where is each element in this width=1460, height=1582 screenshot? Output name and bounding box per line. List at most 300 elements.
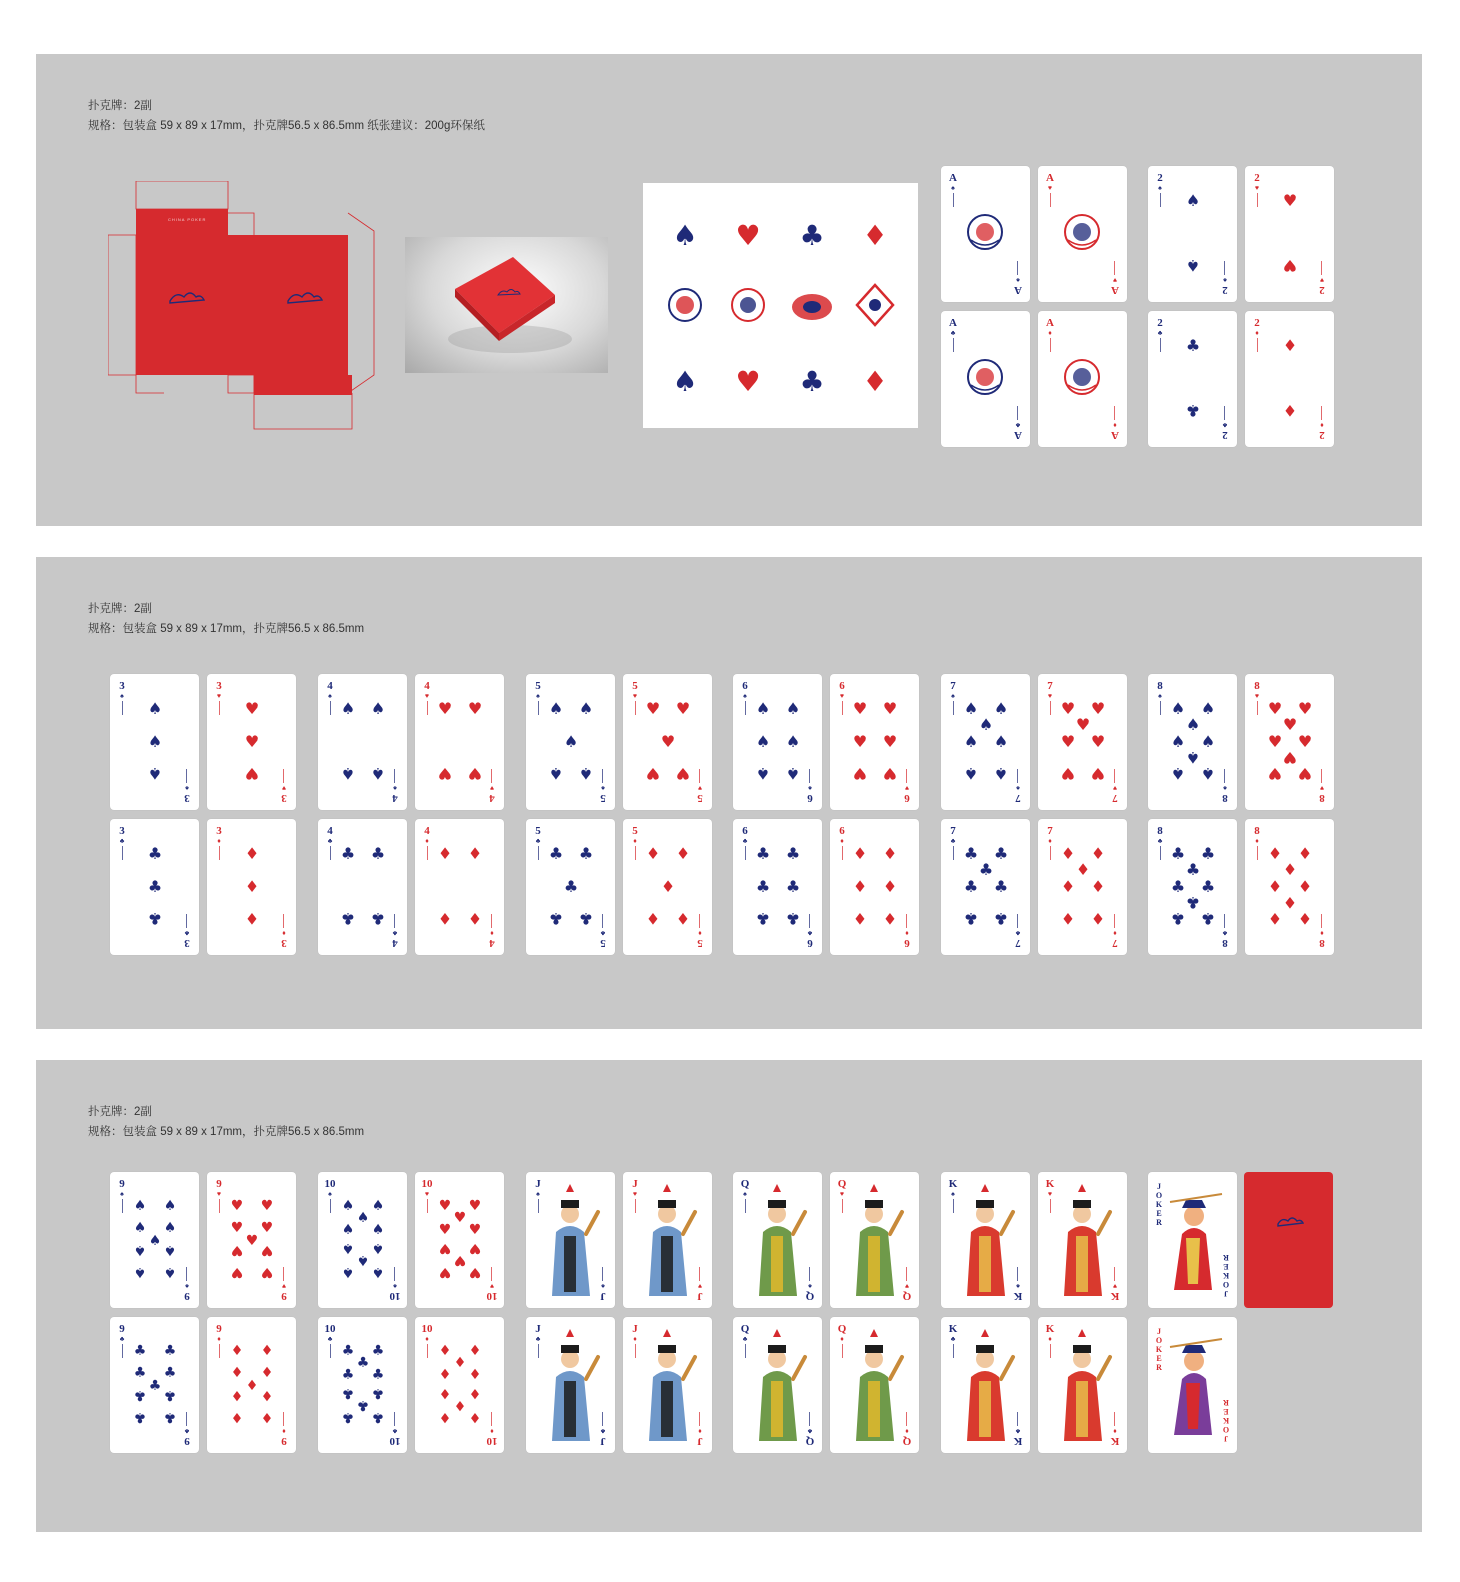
playing-card-j-club — [526, 1317, 615, 1453]
card-rank-label: 3 — [216, 680, 222, 692]
club-icon: ♣ — [163, 1343, 177, 1359]
club-icon: ♣ — [600, 929, 606, 937]
club-icon: ♣ — [807, 929, 813, 937]
card-corner-index — [946, 825, 960, 860]
spade-icon: ♠ — [120, 1190, 124, 1198]
diamond-icon: ♦ — [1255, 329, 1259, 337]
club-icon: ♣ — [1015, 929, 1021, 937]
heart-icon: ♥ — [697, 1282, 703, 1290]
playing-card-4-spade — [318, 674, 407, 810]
playing-card-4-club — [318, 819, 407, 955]
card-corner-index — [323, 825, 337, 860]
card-rank-label: 4 — [424, 825, 430, 837]
heart-icon: ♥ — [697, 784, 703, 792]
playing-card-j-heart — [623, 1172, 712, 1308]
diamond-icon: ♦ — [1113, 929, 1117, 937]
diamond-icon: ♦ — [1075, 860, 1091, 879]
spade-icon: ♠ — [371, 1198, 385, 1214]
card-corner-index — [180, 769, 194, 804]
spade-icon: ♠ — [808, 784, 812, 792]
card-rank-label: 10 — [389, 1435, 401, 1447]
card-corner-index — [738, 680, 752, 715]
spade-icon: ♠ — [785, 699, 801, 718]
spade-icon: ♠ — [148, 1233, 162, 1249]
playing-card-5-spade — [526, 674, 615, 810]
spade-icon: ♠ — [785, 732, 801, 751]
diamond-icon: ♦ — [1048, 329, 1052, 337]
spade-icon: ♠ — [755, 699, 771, 718]
spade-icon: ♠ — [356, 1252, 370, 1268]
heart-icon: ♥ — [424, 1190, 430, 1198]
card-corner-index — [693, 1412, 707, 1447]
club-icon: ♣ — [370, 909, 386, 928]
heart-icon: ♥ — [1112, 784, 1118, 792]
heart-icon: ♥ — [468, 1222, 482, 1238]
diamond-icon: ♦ — [852, 877, 868, 896]
club-icon: ♣ — [742, 837, 748, 845]
official-figure-icon — [552, 1329, 598, 1441]
heart-icon: ♥ — [882, 699, 898, 718]
diamond-icon: ♦ — [438, 1385, 452, 1401]
diamond-icon: ♦ — [425, 837, 429, 845]
card-rank-label: 7 — [1047, 825, 1053, 837]
card-rank-label: J — [697, 1435, 703, 1447]
playing-card-8-club — [1148, 819, 1237, 955]
diamond-icon: ♦ — [905, 929, 909, 937]
card-corner-index — [1153, 317, 1167, 352]
diamond-icon: ♦ — [882, 844, 898, 863]
card-rank-label: 7 — [950, 680, 956, 692]
heart-icon: ♥ — [1297, 764, 1313, 783]
card-rank-label: 7 — [950, 825, 956, 837]
diamond-icon: ♦ — [1090, 909, 1106, 928]
heart-icon: ♥ — [1282, 715, 1298, 734]
card-corner-index — [115, 825, 129, 860]
heart-icon: ♥ — [852, 699, 868, 718]
spade-icon: ♠ — [1200, 699, 1216, 718]
spade-icon: ♠ — [1185, 748, 1201, 767]
card-rank-label: 6 — [839, 825, 845, 837]
spade-icon: ♠ — [536, 1190, 540, 1198]
card-corner-index — [738, 1323, 752, 1358]
card-rank-label: K — [948, 1323, 958, 1335]
suit-design-sheet — [643, 183, 918, 428]
diamond-icon: ♦ — [1255, 837, 1259, 845]
playing-card-3-heart — [207, 674, 296, 810]
card-rank-label: A — [1111, 429, 1119, 441]
heart-icon: ♥ — [632, 692, 638, 700]
card-rank-label: 9 — [281, 1435, 287, 1447]
spade-icon: ♠ — [1185, 256, 1201, 275]
heart-icon: ♥ — [1282, 748, 1298, 767]
card-corner-index — [323, 1323, 337, 1358]
card-corner-index — [277, 914, 291, 949]
card-rank-label: 5 — [535, 825, 541, 837]
diamond-icon: ♦ — [852, 844, 868, 863]
diamond-icon: ♦ — [1297, 877, 1313, 896]
card-corner-index — [212, 1178, 226, 1213]
card-rank-label: Q — [740, 1323, 750, 1335]
diamond-icon: ♦ — [1297, 844, 1313, 863]
club-icon: ♣ — [371, 1409, 385, 1425]
club-icon: ♣ — [785, 877, 801, 896]
diamond-icon: ♦ — [698, 1427, 702, 1435]
club-icon: ♣ — [548, 909, 564, 928]
joker-card-color — [1148, 1172, 1237, 1308]
card-rank-label: 4 — [327, 825, 333, 837]
spade-icon: ♠ — [1016, 1282, 1020, 1290]
playing-card-q-heart — [830, 1172, 919, 1308]
playing-card-3-diamond — [207, 819, 296, 955]
card-corner-index — [1218, 261, 1232, 296]
heart-icon: ♥ — [489, 1282, 495, 1290]
spade-icon: ♠ — [548, 764, 564, 783]
playing-card-k-heart — [1038, 1172, 1127, 1308]
card-corner-index — [277, 769, 291, 804]
playing-card-a-diamond — [1038, 311, 1127, 447]
card-rank-label: K — [1110, 1290, 1120, 1302]
card-rank-label: 5 — [632, 680, 638, 692]
card-rank-label: J — [632, 1178, 638, 1190]
spade-icon: ♠ — [743, 1190, 747, 1198]
card-rank-label: 10 — [324, 1178, 336, 1190]
deck-count-label: 扑克牌：2副 — [88, 1106, 152, 1118]
card-rank-label: A — [1014, 429, 1022, 441]
card-rank-label: 2 — [1254, 317, 1260, 329]
heart-icon: ♥ — [1090, 699, 1106, 718]
diamond-icon: ♦ — [244, 909, 260, 928]
heart-icon: ♥ — [1254, 184, 1260, 192]
card-rank-label: 10 — [486, 1435, 498, 1447]
spade-icon: ♠ — [978, 715, 994, 734]
club-icon: ♣ — [148, 1378, 162, 1394]
spade-icon: ♠ — [133, 1198, 147, 1214]
card-rank-label: 2 — [1319, 284, 1325, 296]
diamond-icon: ♦ — [453, 1355, 467, 1371]
card-corner-index — [388, 914, 402, 949]
card-rank-label: Q — [902, 1290, 912, 1302]
official-figure-icon — [649, 1184, 695, 1296]
card-corner-index — [277, 1412, 291, 1447]
diamond-icon: ♦ — [438, 1343, 452, 1359]
card-corner-index — [803, 769, 817, 804]
spade-icon: ♠ — [341, 1264, 355, 1280]
diamond-icon: ♦ — [437, 844, 453, 863]
card-rank-label: K — [1013, 1435, 1023, 1447]
heart-icon: ♥ — [904, 1282, 910, 1290]
card-rank-label: 5 — [600, 792, 606, 804]
spade-icon: ♠ — [356, 1210, 370, 1226]
card-rank-label: 4 — [392, 937, 398, 949]
club-icon: ♣ — [993, 844, 1009, 863]
playing-card-4-diamond — [415, 819, 504, 955]
playing-card-k-diamond — [1038, 1317, 1127, 1453]
card-corner-index — [212, 825, 226, 860]
spade-icon: ♠ — [1170, 732, 1186, 751]
diamond-icon: ♦ — [1048, 1335, 1052, 1343]
club-icon: ♣ — [1015, 1427, 1021, 1435]
svg-text:♦: ♦ — [862, 365, 888, 398]
svg-text:♣: ♣ — [799, 365, 825, 398]
card-corner-index — [835, 1323, 849, 1358]
spade-icon: ♠ — [163, 1242, 177, 1258]
heart-icon: ♥ — [260, 1264, 274, 1280]
playing-card-2-heart — [1245, 166, 1334, 302]
ace-club-emblem-icon — [968, 360, 1002, 394]
diamond-icon: ♦ — [1048, 837, 1052, 845]
club-icon: ♣ — [1222, 421, 1228, 429]
diamond-icon: ♦ — [230, 1343, 244, 1359]
club-icon: ♣ — [1200, 844, 1216, 863]
club-icon: ♣ — [1170, 909, 1186, 928]
heart-icon: ♥ — [437, 699, 453, 718]
card-rank-label: Q — [837, 1178, 847, 1190]
heart-icon: ♥ — [230, 1264, 244, 1280]
club-icon: ♣ — [1200, 909, 1216, 928]
diamond-icon: ♦ — [468, 1367, 482, 1383]
diamond-icon: ♦ — [840, 1335, 844, 1343]
heart-icon: ♥ — [1047, 692, 1053, 700]
card-corner-index — [212, 1323, 226, 1358]
club-icon: ♣ — [119, 1335, 125, 1343]
spade-icon: ♠ — [1223, 276, 1227, 284]
diamond-icon: ♦ — [230, 1365, 244, 1381]
heart-icon: ♥ — [1267, 699, 1283, 718]
spade-icon: ♠ — [963, 764, 979, 783]
playing-card-10-spade — [318, 1172, 407, 1308]
spade-icon: ♠ — [185, 784, 189, 792]
card-corner-index — [693, 914, 707, 949]
heart-icon: ♥ — [1319, 276, 1325, 284]
heart-icon: ♥ — [735, 219, 761, 252]
heart-icon: ♥ — [230, 1242, 244, 1258]
heart-icon: ♥ — [438, 1240, 452, 1256]
card-rank-label: 7 — [1015, 937, 1021, 949]
card-corner-index — [835, 680, 849, 715]
card-rank-label: 2 — [1157, 172, 1163, 184]
diamond-icon: ♦ — [905, 1427, 909, 1435]
joker-card-alt — [1148, 1317, 1237, 1453]
card-corner-index — [1011, 769, 1025, 804]
diamond-icon: ♦ — [260, 1409, 274, 1425]
card-rank-label: J — [600, 1290, 606, 1302]
heart-icon: ♥ — [1267, 732, 1283, 751]
card-rank-label: 8 — [1319, 937, 1325, 949]
playing-card-9-spade — [110, 1172, 199, 1308]
card-rank-label: K — [1045, 1323, 1055, 1335]
card-corner-index — [628, 680, 642, 715]
playing-card-5-diamond — [623, 819, 712, 955]
playing-card-8-heart — [1245, 674, 1334, 810]
joker-label: J O K E R — [1155, 1182, 1163, 1227]
heart-icon: ♥ — [1112, 1282, 1118, 1290]
heart-icon: ♥ — [260, 1198, 274, 1214]
diamond-icon: ♦ — [675, 909, 691, 928]
card-rank-label: 10 — [389, 1290, 401, 1302]
dimensions-label: 规格：包装盒 59 x 89 x 17mm，扑克牌56.5 x 86.5mm 纸张建议：200g环保纸 — [88, 120, 485, 132]
card-rank-label: 8 — [1157, 680, 1163, 692]
spade-icon: ♠ — [1185, 715, 1201, 734]
card-corner-index — [628, 825, 642, 860]
spade-icon: ♠ — [993, 699, 1009, 718]
diamond-icon: ♦ — [1060, 877, 1076, 896]
heart-icon: ♥ — [216, 1190, 222, 1198]
spade-icon: ♠ — [341, 1198, 355, 1214]
spade-icon: ♠ — [163, 1264, 177, 1280]
card-corner-index — [946, 680, 960, 715]
card-rank-label: K — [1110, 1435, 1120, 1447]
heart-icon: ♥ — [1060, 732, 1076, 751]
heart-icon: ♥ — [1090, 732, 1106, 751]
heart-icon: ♥ — [1319, 784, 1325, 792]
heart-icon: ♥ — [1075, 715, 1091, 734]
diamond-icon: ♦ — [1113, 421, 1117, 429]
diamond-icon: ♦ — [1267, 877, 1283, 896]
card-rank-label: 4 — [489, 792, 495, 804]
club-icon: ♣ — [807, 1427, 813, 1435]
heart-icon: ♥ — [632, 1190, 638, 1198]
court-cards-panel — [36, 1060, 1422, 1532]
card-corner-index — [596, 769, 610, 804]
heart-icon: ♥ — [281, 1282, 287, 1290]
card-corner-index — [1153, 172, 1167, 207]
card-corner-index — [531, 1178, 545, 1213]
spade-icon: ♠ — [951, 692, 955, 700]
card-rank-label: 6 — [807, 792, 813, 804]
card-rank-label: J — [535, 1323, 541, 1335]
card-corner-index — [531, 1323, 545, 1358]
heart-icon: ♥ — [216, 692, 222, 700]
card-corner-index — [388, 1412, 402, 1447]
svg-text:CHINA POKER: CHINA POKER — [168, 217, 207, 222]
card-rank-label: 8 — [1222, 937, 1228, 949]
card-corner-index — [420, 680, 434, 715]
diamond-icon: ♦ — [244, 877, 260, 896]
number-cards-panel — [36, 557, 1422, 1029]
spade-icon: ♠ — [755, 732, 771, 751]
playing-card-6-heart — [830, 674, 919, 810]
card-rank-label: J — [535, 1178, 541, 1190]
diamond-icon: ♦ — [282, 929, 286, 937]
club-icon: ♣ — [578, 844, 594, 863]
diamond-icon: ♦ — [217, 1335, 221, 1343]
card-corner-index — [900, 1267, 914, 1302]
card-corner-index — [900, 1412, 914, 1447]
heart-icon: ♥ — [230, 1198, 244, 1214]
card-corner-index — [803, 1412, 817, 1447]
card-corner-index — [803, 1267, 817, 1302]
dimensions-label: 规格：包装盒 59 x 89 x 17mm，扑克牌56.5 x 86.5mm — [88, 1126, 365, 1138]
playing-card-10-heart — [415, 1172, 504, 1308]
card-corner-index — [1011, 1412, 1025, 1447]
card-corner-index — [180, 1412, 194, 1447]
spade-icon: ♠ — [578, 699, 594, 718]
playing-card-9-diamond — [207, 1317, 296, 1453]
playing-card-q-spade — [733, 1172, 822, 1308]
card-rank-label: A — [1046, 172, 1054, 184]
card-rank-label: 6 — [742, 825, 748, 837]
club-icon: ♣ — [327, 1335, 333, 1343]
card-rank-label: 7 — [1112, 792, 1118, 804]
heart-icon: ♥ — [852, 732, 868, 751]
heart-icon: ♥ — [245, 1233, 259, 1249]
spade-icon: ♠ — [963, 732, 979, 751]
spade-icon: ♠ — [147, 699, 163, 718]
diamond-icon: ♦ — [1090, 844, 1106, 863]
diamond-icon: ♦ — [453, 1397, 467, 1413]
diamond-icon: ♦ — [1060, 909, 1076, 928]
card-corner-index — [1250, 172, 1264, 207]
spade-icon: ♠ — [1158, 692, 1162, 700]
diamond-icon: ♦ — [468, 1385, 482, 1401]
card-corner-index — [1011, 1267, 1025, 1302]
card-corner-index — [1043, 1178, 1057, 1213]
spade-icon: ♠ — [951, 184, 955, 192]
playing-card-5-club — [526, 819, 615, 955]
card-rank-label: 5 — [697, 937, 703, 949]
card-rank-label: 4 — [392, 792, 398, 804]
card-corner-index — [1043, 317, 1057, 352]
spade-icon: ♠ — [370, 764, 386, 783]
joker-label: J O K E R — [1222, 1398, 1230, 1443]
card-rank-label: 6 — [742, 680, 748, 692]
diamond-icon: ♦ — [260, 1343, 274, 1359]
diamond-icon: ♦ — [467, 844, 483, 863]
card-corner-index — [835, 1178, 849, 1213]
card-rank-label: A — [1111, 284, 1119, 296]
card-corner-index — [1315, 769, 1329, 804]
heart-icon: ♥ — [645, 764, 661, 783]
card-rank-label: 4 — [327, 680, 333, 692]
heart-icon: ♥ — [453, 1252, 467, 1268]
spade-icon: ♠ — [548, 699, 564, 718]
card-corner-index — [628, 1178, 642, 1213]
playing-card-6-spade — [733, 674, 822, 810]
card-rank-label: 2 — [1222, 429, 1228, 441]
card-corner-index — [1315, 914, 1329, 949]
club-icon: ♣ — [371, 1385, 385, 1401]
diamond-icon: ♦ — [1320, 421, 1324, 429]
card-corner-index — [596, 1412, 610, 1447]
warrior-figure-icon — [1170, 1339, 1222, 1435]
diamond-icon: ♦ — [660, 877, 676, 896]
playing-card-10-diamond — [415, 1317, 504, 1453]
heart-icon: ♥ — [468, 1240, 482, 1256]
card-rank-label: K — [1013, 1290, 1023, 1302]
heart-icon: ♥ — [438, 1222, 452, 1238]
club-icon: ♣ — [392, 1427, 398, 1435]
card-corner-index — [323, 1178, 337, 1213]
card-rank-label: 7 — [1015, 792, 1021, 804]
heart-icon: ♥ — [660, 732, 676, 751]
card-rank-label: K — [948, 1178, 958, 1190]
box-mockup — [405, 237, 608, 373]
diamond-icon: ♦ — [882, 877, 898, 896]
club-icon: ♣ — [119, 837, 125, 845]
heart-icon: ♥ — [1060, 764, 1076, 783]
spec-text — [88, 1102, 364, 1142]
club-icon: ♣ — [755, 844, 771, 863]
diamond-icon: ♦ — [645, 844, 661, 863]
spade-icon: ♠ — [371, 1264, 385, 1280]
spade-icon: ♠ — [785, 764, 801, 783]
heart-icon: ♥ — [260, 1242, 274, 1258]
card-corner-index — [738, 825, 752, 860]
playing-card-4-heart — [415, 674, 504, 810]
heart-icon: ♥ — [230, 1220, 244, 1236]
card-corner-index — [420, 825, 434, 860]
club-icon: ♣ — [1185, 401, 1201, 420]
